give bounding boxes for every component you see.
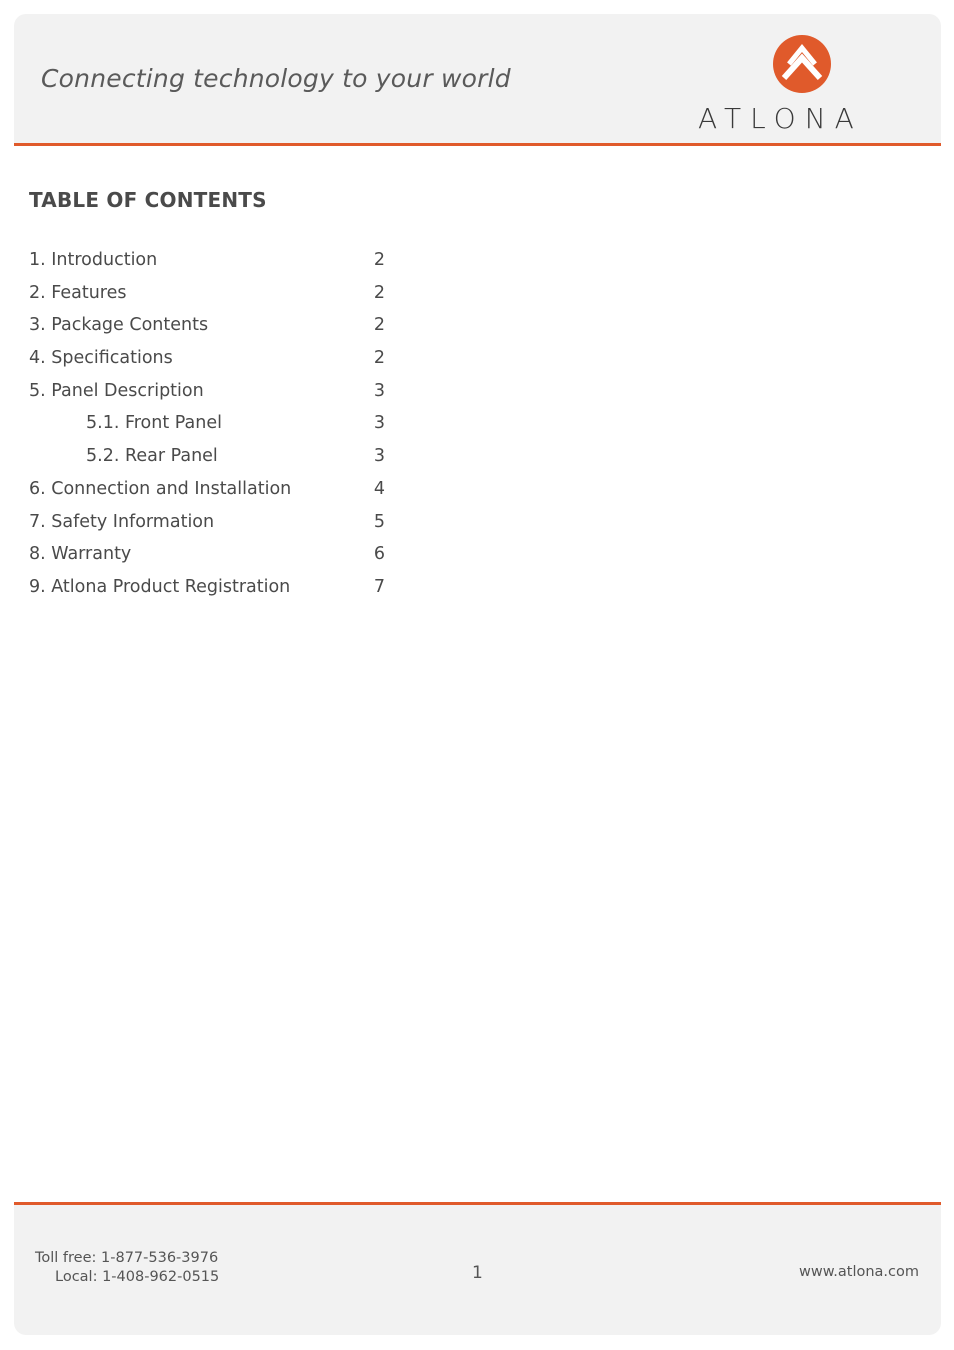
toc-entry-page: 3: [373, 380, 385, 401]
table-of-contents: [29, 246, 389, 606]
toc-entry-page: 2: [373, 315, 385, 336]
toll-free-number: Toll free: 1-877-536-3976: [35, 1250, 219, 1266]
toc-entry[interactable]: [29, 246, 389, 279]
toc-entry-label: 5.1. Front Panel: [86, 413, 222, 434]
toc-entry[interactable]: [29, 409, 389, 442]
toc-entry-label: 6. Connection and Installation: [29, 478, 292, 499]
toc-entry[interactable]: [29, 540, 389, 573]
toc-entry-label: 1. Introduction: [29, 250, 158, 270]
toc-entry[interactable]: [29, 475, 389, 508]
toc-entry[interactable]: [29, 442, 389, 475]
atlona-logo-wordmark: ATLONA: [698, 102, 863, 135]
toc-entry[interactable]: [29, 508, 389, 541]
page-number: 1: [472, 1263, 483, 1283]
toc-entry-label: 8. Warranty: [29, 544, 132, 565]
toc-entry[interactable]: [29, 344, 389, 377]
toc-entry-page: 5: [373, 511, 385, 532]
toc-entry-page: 3: [373, 446, 385, 467]
local-number: Local: 1-408-962-0515: [55, 1269, 220, 1285]
atlona-logo-icon: [772, 34, 832, 94]
page-footer: [14, 1202, 941, 1335]
toc-entry-label: 5.2. Rear Panel: [86, 446, 218, 467]
toc-entry[interactable]: [29, 377, 389, 410]
toc-entry[interactable]: [29, 279, 389, 312]
toc-entry-label: 2. Features: [29, 282, 127, 303]
toc-entry-label: 5. Panel Description: [29, 380, 204, 401]
website-url[interactable]: www.atlona.com: [799, 1264, 919, 1280]
toc-entry[interactable]: [29, 311, 389, 344]
toc-entry-label: 9. Atlona Product Registration: [29, 576, 291, 597]
toc-entry[interactable]: [29, 573, 389, 606]
toc-entry-page: 4: [373, 478, 385, 499]
toc-entry-label: 4. Specifications: [29, 348, 173, 369]
toc-entry-page: 6: [373, 544, 385, 565]
toc-entry-page: 2: [373, 250, 385, 270]
toc-entry-label: 7. Safety Information: [29, 511, 215, 532]
toc-entry-label: 3. Package Contents: [29, 315, 209, 336]
toc-entry-page: 2: [373, 282, 385, 303]
toc-title: TABLE OF CONTENTS: [29, 188, 267, 212]
toc-entry-page: 2: [373, 348, 385, 369]
tagline: Connecting technology to your world: [41, 64, 511, 93]
page-header: [14, 14, 941, 146]
toc-entry-page: 7: [373, 576, 385, 597]
toc-entry-page: 3: [373, 413, 385, 434]
